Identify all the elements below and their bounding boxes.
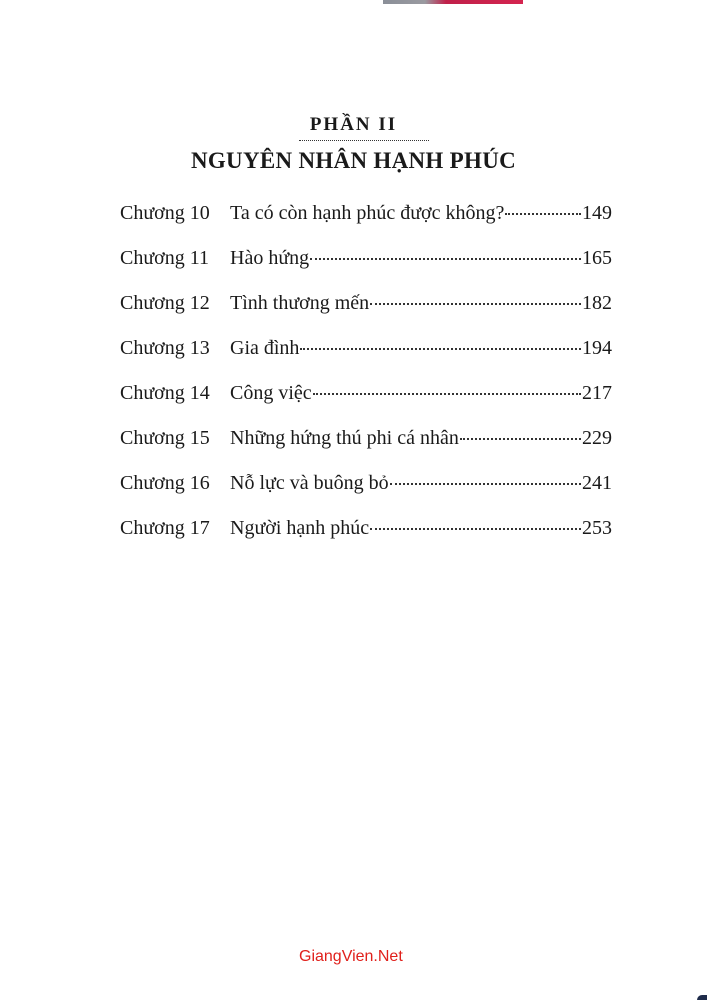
toc-entry[interactable] — [120, 378, 612, 423]
dot-leader — [390, 483, 581, 485]
part-dotted-underline — [299, 140, 429, 141]
dot-leader — [460, 438, 581, 440]
page-number: 194 — [582, 337, 612, 359]
chapter-title: Gia đình — [230, 337, 300, 359]
toc-entry[interactable] — [120, 243, 612, 288]
toc-entry[interactable] — [120, 333, 612, 378]
chapter-title: Những hứng thú phi cá nhân — [230, 427, 459, 449]
part-title: NGUYÊN NHÂN HẠNH PHÚC — [190, 148, 517, 173]
dot-leader — [505, 213, 581, 215]
chapter-number: Chương 10 — [120, 202, 210, 224]
page-number: 149 — [582, 202, 612, 224]
dot-leader — [313, 393, 581, 395]
chapter-title: Ta có còn hạnh phúc được không? — [230, 202, 505, 224]
chapter-number: Chương 14 — [120, 382, 210, 404]
chapter-number: Chương 17 — [120, 517, 210, 539]
page-number: 165 — [582, 247, 612, 269]
part-label-text: PHẦN II — [309, 114, 398, 135]
page-number: 217 — [582, 382, 612, 404]
toc-entry[interactable] — [120, 288, 612, 333]
table-of-contents — [120, 198, 612, 558]
part-label — [0, 114, 707, 136]
chapter-title: Nỗ lực và buông bỏ — [230, 472, 389, 494]
toc-entry[interactable] — [120, 468, 612, 513]
chapter-number: Chương 11 — [120, 247, 210, 269]
page-number: 182 — [582, 292, 612, 314]
page-number: 229 — [582, 427, 612, 449]
chapter-title: Hào hứng — [230, 247, 310, 269]
chapter-number: Chương 12 — [120, 292, 210, 314]
page-number: 253 — [582, 517, 612, 539]
watermark-text: GiangVien.Net — [299, 948, 403, 965]
chapter-title: Người hạnh phúc — [230, 517, 370, 539]
toc-entry[interactable] — [120, 423, 612, 468]
toc-entry[interactable] — [120, 513, 612, 558]
chapter-number: Chương 16 — [120, 472, 210, 494]
chapter-number: Chương 15 — [120, 427, 210, 449]
corner-mark — [697, 995, 707, 1000]
page-number: 241 — [582, 472, 612, 494]
dot-leader — [300, 348, 581, 350]
chapter-number: Chương 13 — [120, 337, 210, 359]
dot-leader — [310, 258, 581, 260]
toc-entry[interactable] — [120, 198, 612, 243]
dot-leader — [370, 303, 581, 305]
chapter-title: Tình thương mến — [230, 292, 370, 314]
top-edge-strip — [383, 0, 523, 4]
chapter-title: Công việc — [230, 382, 312, 404]
dot-leader — [370, 528, 581, 530]
